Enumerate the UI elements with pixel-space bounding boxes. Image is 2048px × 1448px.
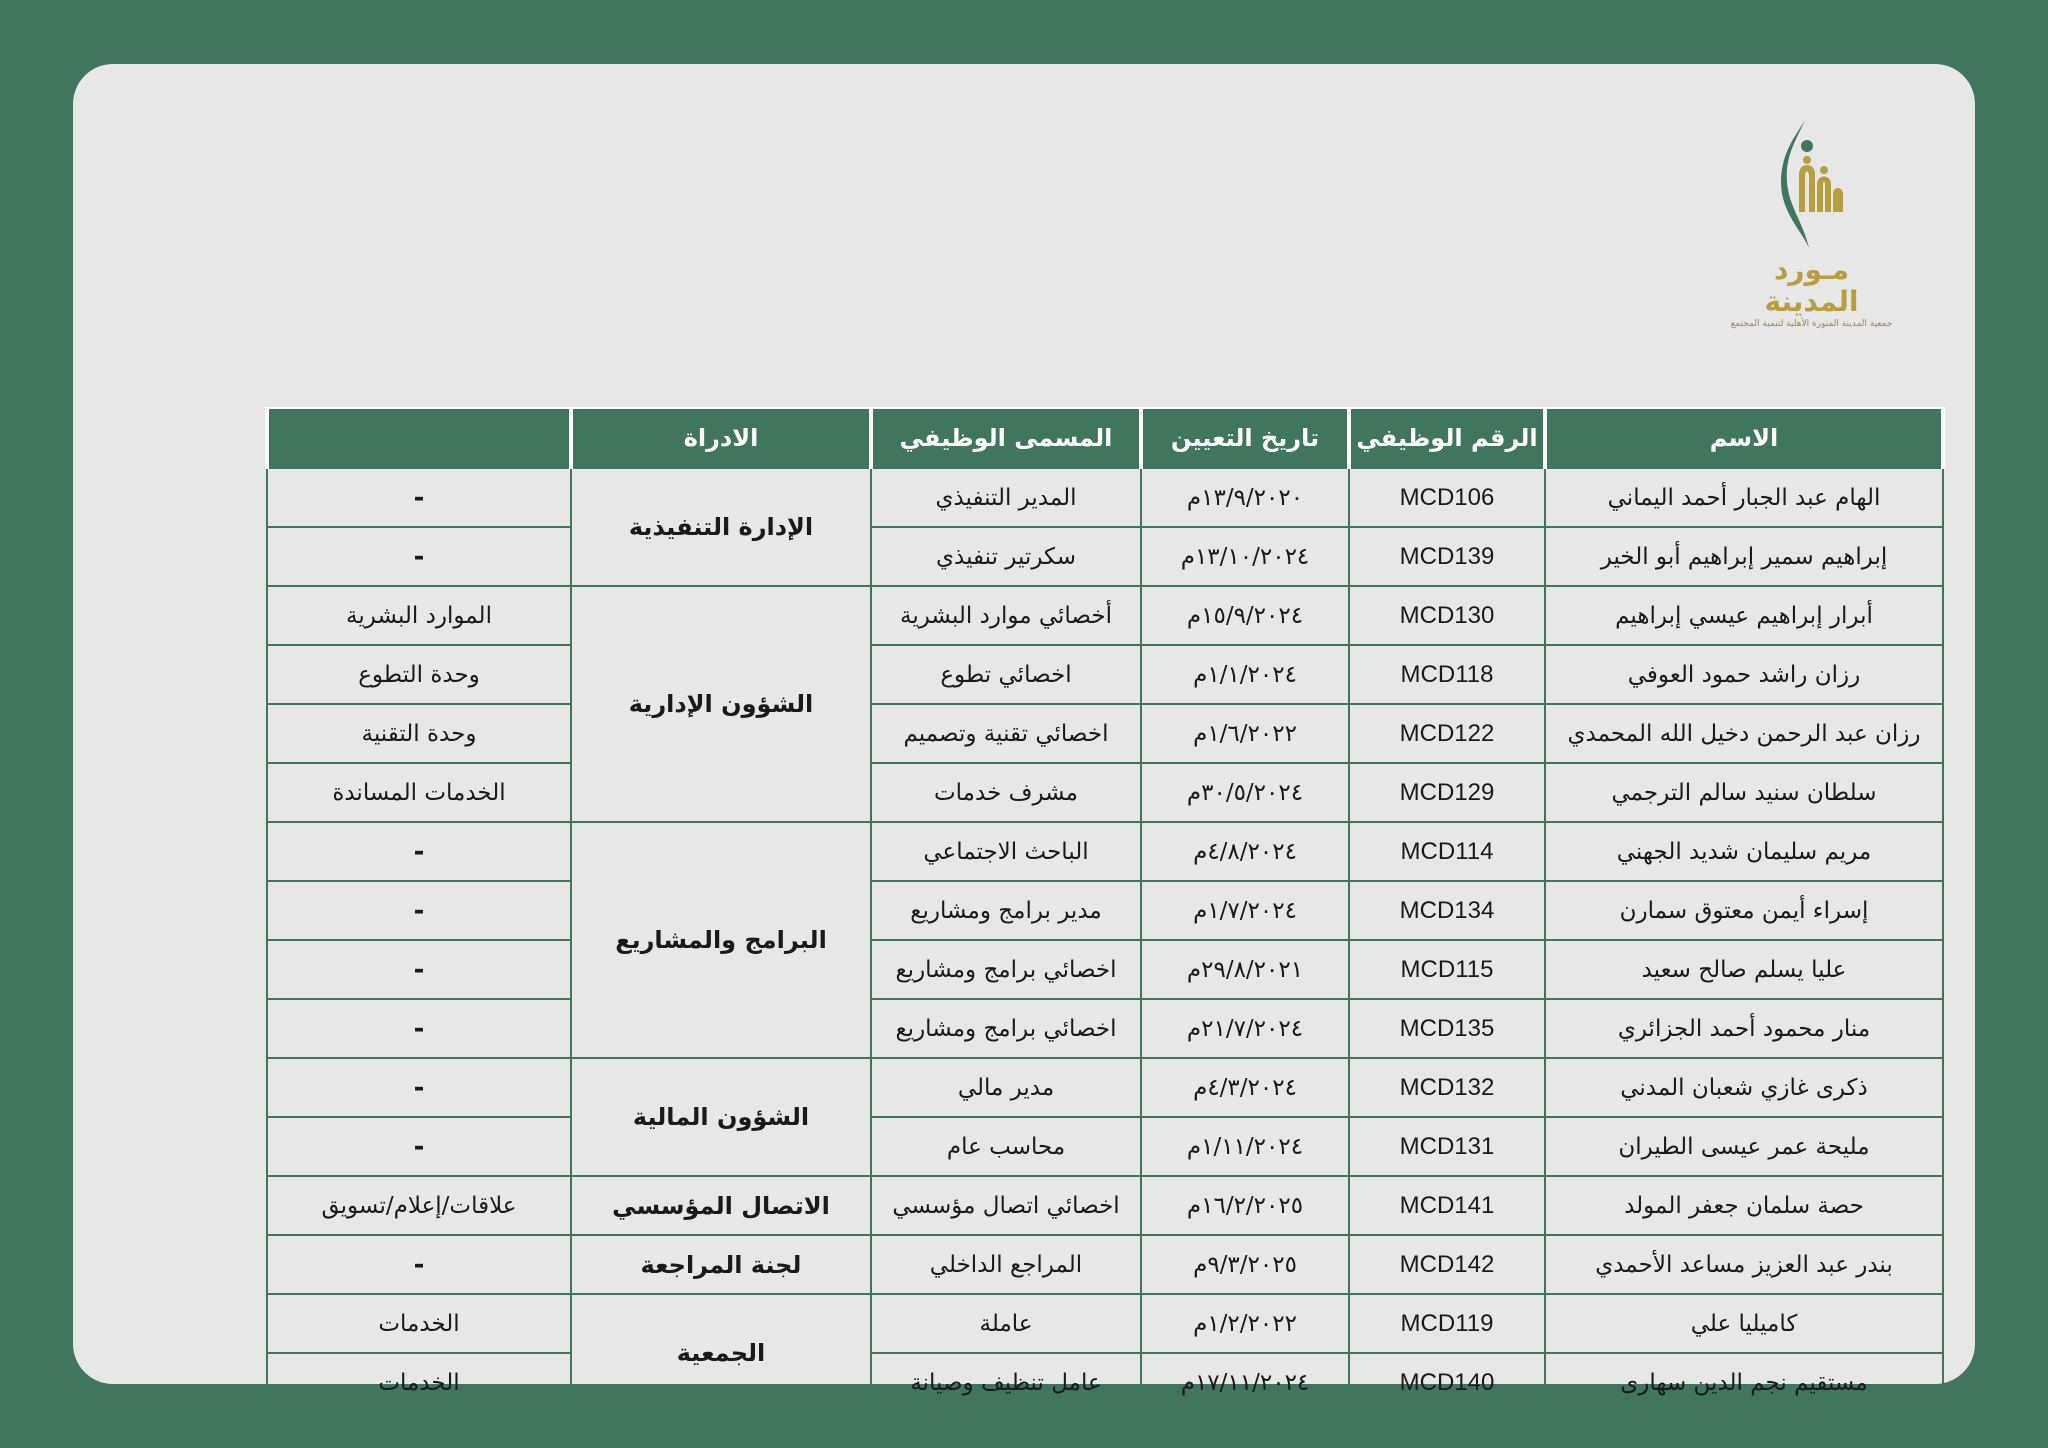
- employee-name: الهام عبد الجبار أحمد اليماني: [1545, 468, 1943, 527]
- unit-cell: علاقات/إعلام/تسويق: [267, 1176, 571, 1235]
- employee-id: MCD142: [1349, 1235, 1545, 1294]
- unit-cell: -: [267, 881, 571, 940]
- employee-id: MCD129: [1349, 763, 1545, 822]
- employee-id: MCD106: [1349, 468, 1545, 527]
- employee-name: عليا يسلم صالح سعيد: [1545, 940, 1943, 999]
- unit-cell: -: [267, 468, 571, 527]
- header-employee-id: الرقم الوظيفي: [1349, 408, 1545, 468]
- header-name: الاسم: [1545, 408, 1943, 468]
- employee-id: MCD135: [1349, 999, 1545, 1058]
- unit-cell: الخدمات المساندة: [267, 763, 571, 822]
- employee-id: MCD115: [1349, 940, 1545, 999]
- employee-id: MCD122: [1349, 704, 1545, 763]
- table-row: [267, 704, 1943, 763]
- hire-date: ١٧/١١/٢٠٢٤م: [1141, 1353, 1349, 1412]
- logo-mark-icon: [1777, 112, 1847, 252]
- table-row: [267, 822, 1943, 881]
- employee-name: أبرار إبراهيم عيسي إبراهيم: [1545, 586, 1943, 645]
- table-row: [267, 1294, 1943, 1353]
- unit-cell: -: [267, 1235, 571, 1294]
- employee-name: مريم سليمان شديد الجهني: [1545, 822, 1943, 881]
- hire-date: ٩/٣/٢٠٢٥م: [1141, 1235, 1349, 1294]
- employee-name: حصة سلمان جعفر المولد: [1545, 1176, 1943, 1235]
- unit-cell: وحدة التطوع: [267, 645, 571, 704]
- employee-id: MCD141: [1349, 1176, 1545, 1235]
- job-title: المراجع الداخلي: [871, 1235, 1141, 1294]
- employee-name: مستقيم نجم الدين سهارى: [1545, 1353, 1943, 1412]
- hire-date: ١٦/٢/٢٠٢٥م: [1141, 1176, 1349, 1235]
- employee-id: MCD131: [1349, 1117, 1545, 1176]
- hire-date: ١٥/٩/٢٠٢٤م: [1141, 586, 1349, 645]
- employee-name: مليحة عمر عيسى الطيران: [1545, 1117, 1943, 1176]
- employee-name: إبراهيم سمير إبراهيم أبو الخير: [1545, 527, 1943, 586]
- unit-cell: -: [267, 999, 571, 1058]
- hire-date: ١٣/١٠/٢٠٢٤م: [1141, 527, 1349, 586]
- hire-date: ٢٩/٨/٢٠٢١م: [1141, 940, 1349, 999]
- unit-cell: الخدمات: [267, 1353, 571, 1412]
- table-row: [267, 468, 1943, 527]
- hire-date: ١/٦/٢٠٢٢م: [1141, 704, 1349, 763]
- department-cell: البرامج والمشاريع: [571, 822, 871, 1058]
- hire-date: ٣٠/٥/٢٠٢٤م: [1141, 763, 1349, 822]
- table-row: [267, 1117, 1943, 1176]
- hire-date: ٢١/٧/٢٠٢٤م: [1141, 999, 1349, 1058]
- unit-cell: -: [267, 527, 571, 586]
- job-title: مشرف خدمات: [871, 763, 1141, 822]
- table-row: [267, 1353, 1943, 1412]
- header-unit: [267, 408, 571, 468]
- department-cell: لجنة المراجعة: [571, 1235, 871, 1294]
- hire-date: ١/٢/٢٠٢٢م: [1141, 1294, 1349, 1353]
- job-title: اخصائي تطوع: [871, 645, 1141, 704]
- document-card: [73, 64, 1975, 1396]
- unit-cell: -: [267, 822, 571, 881]
- table-row: [267, 586, 1943, 645]
- job-title: سكرتير تنفيذي: [871, 527, 1141, 586]
- header-job-title: المسمى الوظيفي: [871, 408, 1141, 468]
- job-title: اخصائي برامج ومشاريع: [871, 940, 1141, 999]
- hire-date: ٤/٨/٢٠٢٤م: [1141, 822, 1349, 881]
- employee-id: MCD132: [1349, 1058, 1545, 1117]
- job-title: اخصائي اتصال مؤسسي: [871, 1176, 1141, 1235]
- table-row: [267, 999, 1943, 1058]
- logo-tagline: جمعية المدينة المنورة الأهلية لتنمية المجتمع: [1730, 319, 1893, 329]
- table-row: [267, 1058, 1943, 1117]
- employee-name: سلطان سنيد سالم الترجمي: [1545, 763, 1943, 822]
- hire-date: ١/١١/٢٠٢٤م: [1141, 1117, 1349, 1176]
- employee-name: إسراء أيمن معتوق سمارن: [1545, 881, 1943, 940]
- job-title: المدير التنفيذي: [871, 468, 1141, 527]
- table-row: [267, 1235, 1943, 1294]
- department-cell: الشؤون المالية: [571, 1058, 871, 1176]
- department-cell: الجمعية: [571, 1294, 871, 1412]
- employee-name: رزان راشد حمود العوفي: [1545, 645, 1943, 704]
- table-header-row: [267, 408, 1943, 468]
- department-cell: الإدارة التنفيذية: [571, 468, 871, 586]
- unit-cell: الخدمات: [267, 1294, 571, 1353]
- hire-date: ٤/٣/٢٠٢٤م: [1141, 1058, 1349, 1117]
- employee-name: ذكرى غازي شعبان المدني: [1545, 1058, 1943, 1117]
- table-row: [267, 763, 1943, 822]
- job-title: مدير برامج ومشاريع: [871, 881, 1141, 940]
- unit-cell: الموارد البشرية: [267, 586, 571, 645]
- employee-id: MCD134: [1349, 881, 1545, 940]
- job-title: عاملة: [871, 1294, 1141, 1353]
- header-hire-date: تاريخ التعيين: [1141, 408, 1349, 468]
- table-row: [267, 881, 1943, 940]
- job-title: محاسب عام: [871, 1117, 1141, 1176]
- employee-id: MCD114: [1349, 822, 1545, 881]
- employee-name: بندر عبد العزيز مساعد الأحمدي: [1545, 1235, 1943, 1294]
- staff-table: [265, 407, 1945, 1413]
- employee-id: MCD140: [1349, 1353, 1545, 1412]
- header-department: الادراة: [571, 408, 871, 468]
- job-title: اخصائي برامج ومشاريع: [871, 999, 1141, 1058]
- employee-id: MCD130: [1349, 586, 1545, 645]
- table-row: [267, 527, 1943, 586]
- job-title: الباحث الاجتماعي: [871, 822, 1141, 881]
- unit-cell: -: [267, 1117, 571, 1176]
- employee-name: رزان عبد الرحمن دخيل الله المحمدي: [1545, 704, 1943, 763]
- job-title: عامل تنظيف وصيانة: [871, 1353, 1141, 1412]
- organization-logo: [1724, 112, 1899, 329]
- department-cell: الاتصال المؤسسي: [571, 1176, 871, 1235]
- employee-name: منار محمود أحمد الجزائري: [1545, 999, 1943, 1058]
- table-row: [267, 1176, 1943, 1235]
- unit-cell: -: [267, 940, 571, 999]
- hire-date: ١/١/٢٠٢٤م: [1141, 645, 1349, 704]
- job-title: مدير مالي: [871, 1058, 1141, 1117]
- employee-id: MCD118: [1349, 645, 1545, 704]
- job-title: اخصائي تقنية وتصميم: [871, 704, 1141, 763]
- employee-id: MCD139: [1349, 527, 1545, 586]
- logo-name: مـورد المدينة: [1764, 253, 1859, 318]
- unit-cell: وحدة التقنية: [267, 704, 571, 763]
- unit-cell: -: [267, 1058, 571, 1117]
- job-title: أخصائي موارد البشرية: [871, 586, 1141, 645]
- department-cell: الشؤون الإدارية: [571, 586, 871, 822]
- employee-name: كاميليا علي: [1545, 1294, 1943, 1353]
- table-row: [267, 645, 1943, 704]
- hire-date: ١٣/٩/٢٠٢٠م: [1141, 468, 1349, 527]
- hire-date: ١/٧/٢٠٢٤م: [1141, 881, 1349, 940]
- employee-id: MCD119: [1349, 1294, 1545, 1353]
- table-row: [267, 940, 1943, 999]
